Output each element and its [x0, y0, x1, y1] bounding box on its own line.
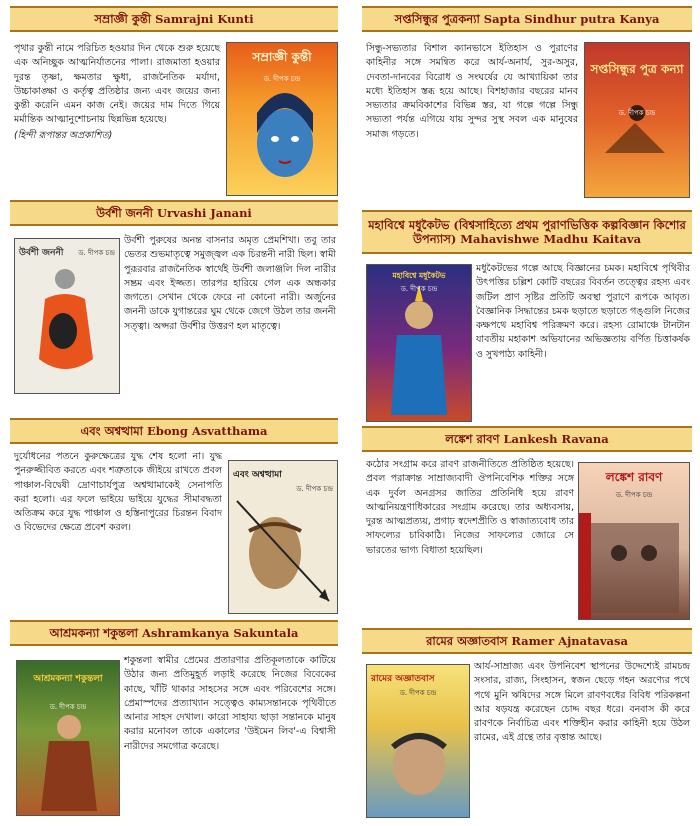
translation-note: (হিন্দী রূপান্তর অপ্রকাশিত): [14, 129, 113, 141]
book-description: কঠোর সংগ্রাম করে রাবণ রাজনীতিতে প্রতিষ্ঠিত হয়েছে। প্রবল পরাক্রান্ত সাম্রাজ্যবাদী ঔপনিবেশিক শক্তির সঙ্গে এক দুর্বল অনগ্রসর জাতির প্রতিনিধি হয়ে রাবণ আত্মনিয়ন্ত্রণাধিকারের সংগ্রাম করেছে। তার অধ্যবসায়, দুরন্ত আত্মপ্রত্যয়, প্রগাঢ় স্বদেশপ্রীতি ও স্বাজাত্যবোধ তার সাফল্যের চাবিকাঠি। নিজের সাফল্যের জোরে সে ভারতের ভাগ্য বিধাতা হয়েছিল।: [366, 459, 575, 556]
cover-illustration: [585, 43, 689, 197]
book-cover-image: [226, 42, 338, 196]
book-cover-image: [16, 660, 120, 816]
book-title: লঙ্কেশ রাবণ Lankesh Ravana: [362, 426, 692, 452]
book-description: দুর্যোধনের পতনে কুরুক্ষেত্রের যুদ্ধ শেষ হলো না। যুদ্ধ পুনরুজ্জীবিত করতে এবং শত্রুতাকে জীইয়ে রাখতে প্রবল পাঞ্চাল-বিদ্বেষী দ্রোণাচার্যপুত্র অশ্বত্থামাকেই সেনাপতি করা হলো। এর ফলে ভাইয়ে ভাইয়ে যুদ্ধের সীমাবদ্ধতা অতিক্রম করে যুদ্ধ পাঞ্চাল ও হস্তিনাপুরের চিরন্তন বিবাদ ও বিভেদের ক্ষেত্রে প্রবেশ করল।: [14, 451, 222, 534]
book-description: আর্য-সাম্রাজ্য এবং উপনিবেশ স্থাপনের উদ্দেশ্যেই রামচন্দ্র সংসার, রাজ্য, সিংহাসন, স্বজন ছেড়ে গহন অরণ্যের পথে পথে মুনি ঋষিদের সঙ্গে মিলে রাবণবধের বিবিধ পরিকল্পনা আর ষড়যন্ত্র করেছেন চোদ্দ বছর ধরে। বনবাস কী করে রাবণকে নির্বাচিত্র এবং শক্তিহীন করার কাহিনী হয়ে উঠল রামের, এই গ্রন্থে তার বৃত্তান্ত আছে।: [474, 661, 690, 744]
book-cover-image: [228, 460, 338, 614]
book-description: মধুকৈটভের গল্পে আছে বিজ্ঞানের চমক। মহাবিশ্বে পৃথিবীর উৎপত্তির চল্লিশ কোটি বছরের বিবর্তন তত্ত্বের রহস্য এবং জটিল প্রাণ সৃষ্টির প্রতিটি অবস্থা পুরাণে রূপকে আবৃত। বৈজ্ঞানিক সিদ্ধান্তের চমক ছড়াতে ছড়াতে গঙ্গুলি নিজের কক্ষপথে মহাবিশ্ব পরিক্রমণ করে। রহস্য রোমাঞ্চে টানটান যাবতীয় মহাকাশ অভিযানের অভিজ্ঞতায় বর্ণিত চিত্তাকর্ষক ও সুখপাঠ্য কাহিনী।: [476, 263, 690, 360]
book-description: শকুন্তলা স্বামীর প্রেমের প্রতারণার প্রতিকূলতাকে কাটিয়ে উঠার জন্য প্রতিমুহূর্ত লড়াই করেছে নিজের বিবেকের কাছে, খাঁটি থাকার সাহসের সঙ্গে এবং পরিবেশের সঙ্গে। প্রেমাস্পদের প্রত্যাখ্যান সত্ত্বেও কাম্যসন্তানকে পৃথিবীতে আনার সাহস দেখাল। কারো সাহায্য ছাড়া সন্তানকে মানুষ করার মনোবল তাকে একালের 'উইমেন লিব'-এ বিশ্বাসী নারীদের সমগোত্র করেছে।: [124, 655, 336, 752]
book-title: রামের অজ্ঞাতবাস Ramer Ajnatavasa: [362, 628, 692, 654]
book-description: উর্বশী পুরুষের অনন্ত বাসনার অমৃত প্রেমশিখা। তবু তার ভেতর শুভমাতৃত্বে সমুজ্জ্বল এক চিরন্তনী নারী ছিল। স্বামী পুরূরবার রাজনৈতিক স্বার্থেই উর্বশী জলাঞ্জলি দিল নারীর সম্ভ্রম এবং ইজ্জত। তারপর হারিয়ে গেল এক অন্ধকার জগতে। সেখান থেকে ফেরে না কোনো নারী। অর্জুনের জননী ডাকে যুগান্তরের ঘুম থেকে জেগে উঠল তার জননী সত্ত্বা। অপ্সরা উর্বশীর উত্তরণ হল মাতৃত্বে।: [124, 235, 336, 332]
cover-author: ড. দীপক চন্দ্র: [399, 689, 437, 697]
book-title: উর্বশী জননী Urvashi Janani: [10, 200, 338, 226]
cover-title: সম্রাজ্ঞী কুন্তী: [252, 50, 312, 64]
book-card-mahavishwe-madhu-kaitava: [362, 210, 692, 420]
cover-author: ড. দীপক চন্দ্র: [400, 285, 438, 293]
cover-illustration: [227, 43, 337, 195]
book-card-ramer-ajnatavasa: [362, 628, 692, 822]
book-title: আশ্রমকন্যা শকুন্তলা Ashramkanya Sakuntala: [10, 620, 338, 646]
book-description: [14, 42, 220, 143]
book-title: মহাবিশ্বে মধুকৈটভ (বিশ্বসাহিত্যে প্রথম পুরাণভিত্তিক কল্পবিজ্ঞান কিশোর উপন্যাস) Mahavishwe Madhu Kaitava: [362, 210, 692, 254]
book-card-lankesh-ravana: [362, 426, 692, 622]
book-card-ashramkanya-sakuntala: [10, 620, 338, 820]
book-title: সম্রাজ্ঞী কুন্তী Samrajni Kunti: [10, 6, 338, 32]
cover-author: ড. দীপক চন্দ্র: [263, 75, 301, 83]
cover-title: আশ্রমকন্যা শকুন্তলা: [33, 674, 103, 684]
cover-title: এবং অশ্বত্থামা: [233, 470, 282, 480]
cover-title: সপ্তসিন্ধুর পুত্র কন্যা: [590, 62, 684, 76]
book-description: সিন্ধু-সভ্যতার বিশাল ক্যানভাসে ইতিহাস ও পুরাণের কাহিনীর সঙ্গে সমন্বিত করে আর্য-অনার্য, সুর-অসুর, দেবতা-দানবের বিরোধ ও সংঘর্ষের যে আখ্যায়িকা তার মধ্যে ইতিহাস স্তব্ধ হয়ে আছে। বিশহাজার বছরের মানব সভ্যতার ক্রমবিকাশের বিভিন্ন স্তর, যা গল্পে গল্পে সিন্ধু সভ্যতা পর্যন্ত এগিয়ে যায় সুন্দর সুস্থ সবল এক মানুষের সমাজ গড়তে।: [366, 43, 578, 140]
cover-illustration: [15, 239, 119, 393]
cover-author: ড. দীপক চন্দ্র: [49, 703, 87, 711]
book-title: এবং অশ্বত্থামা Ebong Asvatthama: [10, 418, 338, 444]
book-card-sapta-sindhur: [362, 6, 692, 196]
cover-illustration: [579, 463, 689, 619]
cover-title: লঙ্কেশ রাবণ: [605, 470, 663, 484]
cover-author: ড. দীপক চন্দ্র: [78, 249, 115, 257]
book-cover-image: [578, 462, 690, 620]
book-cover-image: [366, 664, 470, 818]
description-text: পৃথার কুন্তী নামে পরিচিত হওয়ার দিন থেকে শুরু হয়েছে এক অনিচ্ছুক আত্মনির্যাতনের পালা। রাজমাতা হওয়ার দুরন্ত তৃষ্ণা, ক্ষমতার ক্ষুধা, রাজনৈতিক মর্যাদা, উচ্চাকাঙ্ক্ষা ও কর্তৃত্ব প্রতিষ্ঠার জন্য এবং জয়ের জন্য কুন্তী করেনি এমন কাজ নেই। জয়ের দাম দিতে গিয়ে মর্মান্তিক আত্মানুশোচনায় ছিন্নভিন্ন হয়েছে।: [14, 43, 220, 126]
book-cover-image: [584, 42, 690, 198]
book-title: সপ্তসিন্ধুর পুত্রকন্যা Sapta Sindhur putra Kanya: [362, 6, 692, 32]
book-card-urvashi-janani: [10, 200, 338, 402]
cover-title: রামের অজ্ঞাতবাস: [371, 674, 435, 684]
cover-illustration: [17, 661, 119, 815]
cover-title: উর্বশী জননী: [19, 248, 64, 258]
cover-author: ড. দীপক চন্দ্র: [296, 485, 333, 493]
book-cover-image: [366, 264, 472, 422]
cover-author: ড. দীপক চন্দ্র: [618, 109, 656, 117]
book-cover-image: [14, 238, 120, 394]
book-card-samrajni-kunti: [10, 6, 338, 196]
cover-author: ড. দীপক চন্দ্র: [615, 491, 653, 499]
book-card-ebong-asvatthama: [10, 418, 338, 614]
cover-title: মহাবিশ্বে মধুকৈটভ: [392, 271, 446, 280]
